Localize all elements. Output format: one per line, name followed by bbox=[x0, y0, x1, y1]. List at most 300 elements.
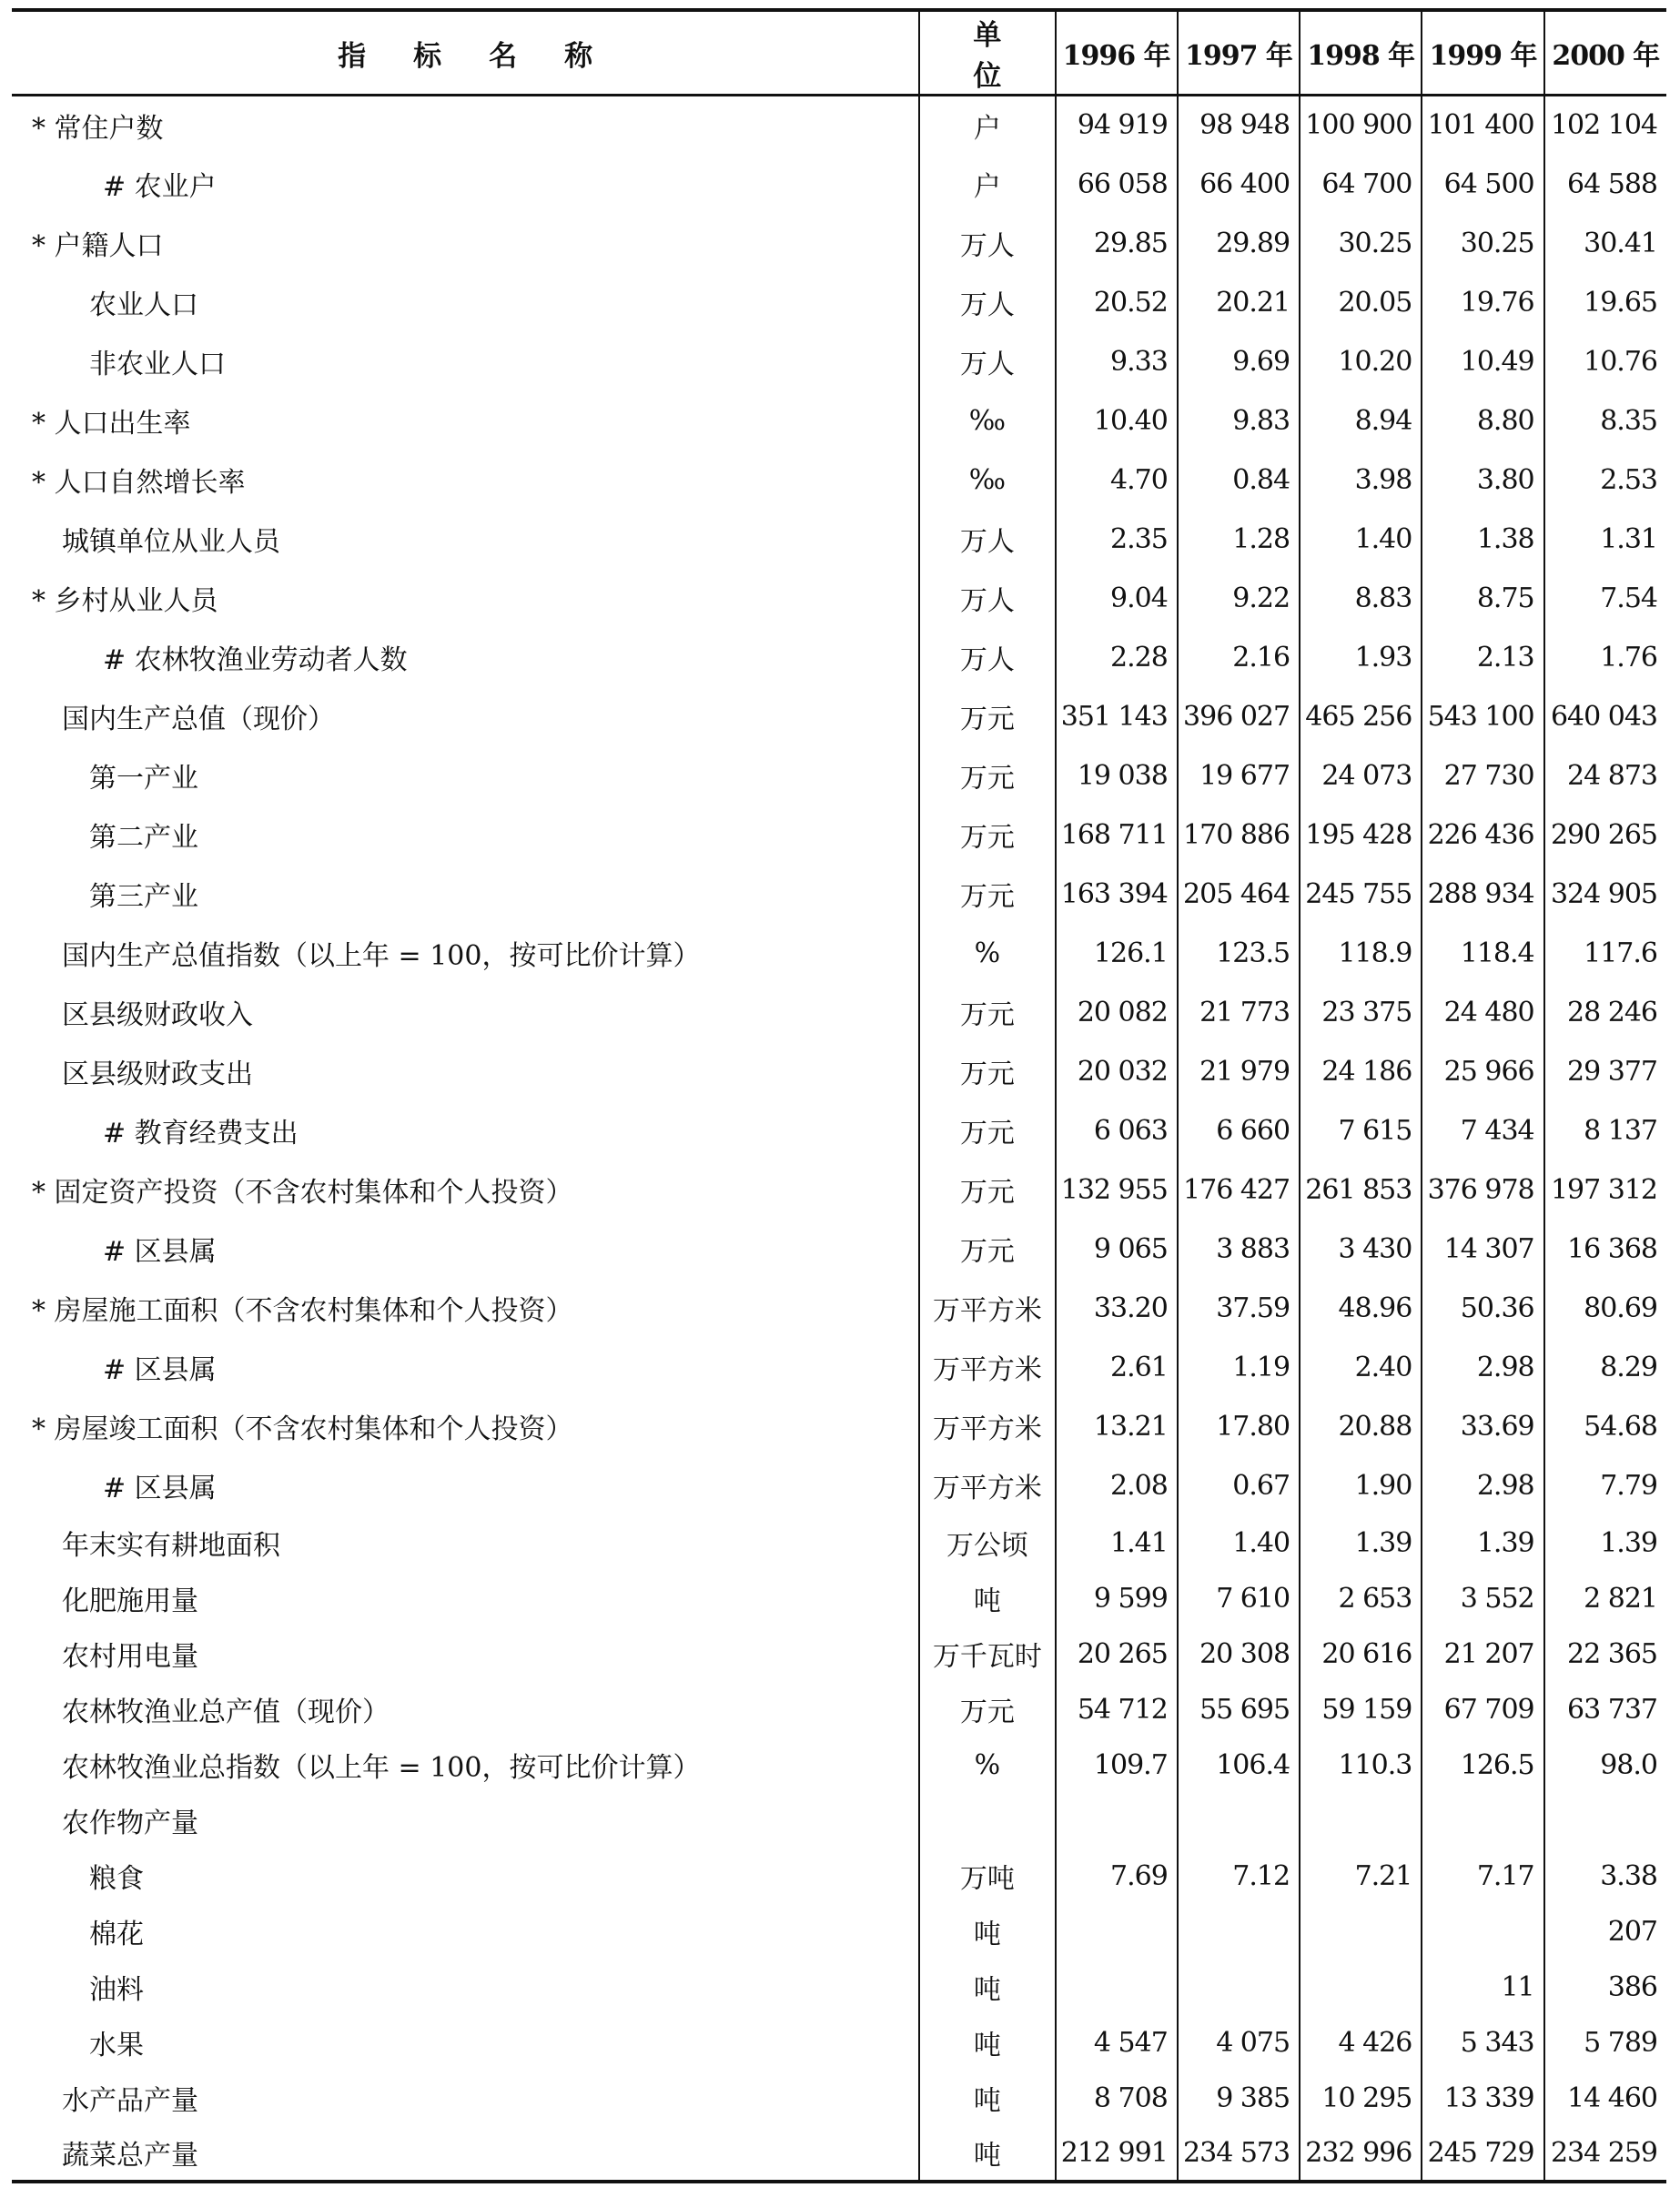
indicator-unit: 万人 bbox=[919, 332, 1055, 391]
indicator-unit: 万元 bbox=[919, 1160, 1055, 1220]
value-cell: 640 043 bbox=[1544, 687, 1666, 746]
value-cell: 5 789 bbox=[1544, 2015, 1666, 2071]
value-cell: 29 377 bbox=[1544, 1042, 1666, 1101]
value-cell: 33.20 bbox=[1056, 1279, 1178, 1338]
value-cell: 30.41 bbox=[1544, 214, 1666, 273]
indicator-unit: 万平方米 bbox=[919, 1397, 1055, 1456]
value-cell: 234 259 bbox=[1544, 2126, 1666, 2182]
table-row bbox=[12, 510, 1666, 569]
indicator-unit: % bbox=[919, 924, 1055, 983]
indicator-name: # 农林牧渔业劳动者人数 bbox=[103, 644, 408, 676]
value-cell: 1.76 bbox=[1544, 628, 1666, 687]
value-cell: 123.5 bbox=[1178, 924, 1300, 983]
value-cell bbox=[1056, 1960, 1178, 2015]
table-row bbox=[12, 1338, 1666, 1397]
value-cell: 9.22 bbox=[1178, 569, 1300, 628]
indicator-name: 农村用电量 bbox=[62, 1641, 198, 1673]
value-cell: 19.76 bbox=[1422, 273, 1543, 332]
indicator-name: 棉花 bbox=[89, 1919, 144, 1950]
value-cell: 7.79 bbox=[1544, 1456, 1666, 1515]
header-unit: 单位 bbox=[919, 10, 1055, 96]
table-row bbox=[12, 451, 1666, 510]
table-row bbox=[12, 96, 1666, 155]
table-row bbox=[12, 569, 1666, 628]
indicator-name: * 人口自然增长率 bbox=[32, 467, 246, 499]
value-cell: 80.69 bbox=[1544, 1279, 1666, 1338]
value-cell: 2.98 bbox=[1422, 1338, 1543, 1397]
indicator-name: # 农业户 bbox=[103, 171, 217, 203]
indicator-unit: % bbox=[919, 1737, 1055, 1793]
indicator-unit: 万元 bbox=[919, 865, 1055, 924]
value-cell: 465 256 bbox=[1300, 687, 1422, 746]
value-cell: 14 307 bbox=[1422, 1220, 1543, 1279]
value-cell: 9 385 bbox=[1178, 2071, 1300, 2126]
indicator-unit: 万千瓦时 bbox=[919, 1626, 1055, 1682]
indicator-unit: 万公顷 bbox=[919, 1515, 1055, 1571]
value-cell: 11 bbox=[1422, 1960, 1543, 2015]
table-row bbox=[12, 332, 1666, 391]
value-cell: 9.69 bbox=[1178, 332, 1300, 391]
table-row bbox=[12, 924, 1666, 983]
indicator-unit: 吨 bbox=[919, 1960, 1055, 2015]
value-cell: 3 552 bbox=[1422, 1571, 1543, 1626]
value-cell: 4 426 bbox=[1300, 2015, 1422, 2071]
header-indicator-name: 指标名称 bbox=[12, 10, 919, 96]
value-cell bbox=[1422, 1904, 1543, 1960]
value-cell: 102 104 bbox=[1544, 96, 1666, 155]
indicator-name: 油料 bbox=[89, 1974, 144, 2006]
table-row bbox=[12, 805, 1666, 865]
value-cell: 207 bbox=[1544, 1904, 1666, 1960]
value-cell: 110.3 bbox=[1300, 1737, 1422, 1793]
value-cell: 226 436 bbox=[1422, 805, 1543, 865]
value-cell: 21 207 bbox=[1422, 1626, 1543, 1682]
value-cell: 8.29 bbox=[1544, 1338, 1666, 1397]
value-cell: 3.80 bbox=[1422, 451, 1543, 510]
value-cell: 33.69 bbox=[1422, 1397, 1543, 1456]
indicator-unit: 万吨 bbox=[919, 1848, 1055, 1904]
value-cell: 7.69 bbox=[1056, 1848, 1178, 1904]
value-cell: 9 065 bbox=[1056, 1220, 1178, 1279]
value-cell: 8.75 bbox=[1422, 569, 1543, 628]
value-cell: 8.35 bbox=[1544, 391, 1666, 451]
value-cell: 2.16 bbox=[1178, 628, 1300, 687]
value-cell: 55 695 bbox=[1178, 1682, 1300, 1737]
indicator-name: 第一产业 bbox=[89, 763, 198, 795]
value-cell: 54.68 bbox=[1544, 1397, 1666, 1456]
value-cell: 20 616 bbox=[1300, 1626, 1422, 1682]
indicator-unit: 吨 bbox=[919, 2071, 1055, 2126]
value-cell: 20.52 bbox=[1056, 273, 1178, 332]
value-cell: 0.67 bbox=[1178, 1456, 1300, 1515]
value-cell: 21 979 bbox=[1178, 1042, 1300, 1101]
value-cell bbox=[1300, 1960, 1422, 2015]
table-row bbox=[12, 1848, 1666, 1904]
table-row bbox=[12, 1042, 1666, 1101]
value-cell: 288 934 bbox=[1422, 865, 1543, 924]
value-cell: 195 428 bbox=[1300, 805, 1422, 865]
value-cell: 7.21 bbox=[1300, 1848, 1422, 1904]
value-cell: 7.17 bbox=[1422, 1848, 1543, 1904]
value-cell: 25 966 bbox=[1422, 1042, 1543, 1101]
value-cell: 29.89 bbox=[1178, 214, 1300, 273]
table-row bbox=[12, 865, 1666, 924]
value-cell: 63 737 bbox=[1544, 1682, 1666, 1737]
value-cell: 1.90 bbox=[1300, 1456, 1422, 1515]
value-cell: 8 137 bbox=[1544, 1101, 1666, 1160]
value-cell: 109.7 bbox=[1056, 1737, 1178, 1793]
value-cell: 7 610 bbox=[1178, 1571, 1300, 1626]
indicator-name: 蔬菜总产量 bbox=[12, 2126, 919, 2182]
indicator-name: 农业人口 bbox=[89, 289, 198, 321]
table-row bbox=[12, 2071, 1666, 2126]
value-cell: 117.6 bbox=[1544, 924, 1666, 983]
value-cell: 7.54 bbox=[1544, 569, 1666, 628]
table-row bbox=[12, 391, 1666, 451]
indicator-name: 第三产业 bbox=[89, 881, 198, 913]
value-cell: 17.80 bbox=[1178, 1397, 1300, 1456]
value-cell: 8 708 bbox=[1056, 2071, 1178, 2126]
value-cell: 100 900 bbox=[1300, 96, 1422, 155]
indicator-name: * 户籍人口 bbox=[32, 230, 164, 262]
value-cell bbox=[1056, 1793, 1178, 1848]
value-cell: 13 339 bbox=[1422, 2071, 1543, 2126]
value-cell: 14 460 bbox=[1544, 2071, 1666, 2126]
table-row bbox=[12, 1737, 1666, 1793]
value-cell: 2.28 bbox=[1056, 628, 1178, 687]
indicator-name: # 区县属 bbox=[103, 1236, 217, 1268]
table-body bbox=[12, 96, 1666, 2182]
indicator-unit: 万元 bbox=[919, 1682, 1055, 1737]
indicator-unit: 万平方米 bbox=[919, 1338, 1055, 1397]
table-row bbox=[12, 2126, 1666, 2182]
value-cell: 1.41 bbox=[1056, 1515, 1178, 1571]
value-cell: 64 588 bbox=[1544, 155, 1666, 214]
value-cell: 168 711 bbox=[1056, 805, 1178, 865]
indicator-unit: 万人 bbox=[919, 510, 1055, 569]
value-cell: 20 082 bbox=[1056, 983, 1178, 1042]
value-cell: 29.85 bbox=[1056, 214, 1178, 273]
indicator-unit: 万元 bbox=[919, 746, 1055, 805]
value-cell: 386 bbox=[1544, 1960, 1666, 2015]
value-cell: 19.65 bbox=[1544, 273, 1666, 332]
indicator-unit: 吨 bbox=[919, 2126, 1055, 2182]
value-cell bbox=[1178, 1793, 1300, 1848]
value-cell: 1.38 bbox=[1422, 510, 1543, 569]
table-row bbox=[12, 1571, 1666, 1626]
value-cell: 6 660 bbox=[1178, 1101, 1300, 1160]
value-cell: 28 246 bbox=[1544, 983, 1666, 1042]
value-cell: 4 075 bbox=[1178, 2015, 1300, 2071]
indicator-name: 城镇单位从业人员 bbox=[62, 526, 280, 558]
value-cell: 290 265 bbox=[1544, 805, 1666, 865]
value-cell bbox=[1056, 1904, 1178, 1960]
indicator-unit: 万人 bbox=[919, 273, 1055, 332]
indicator-name: 农林牧渔业总指数（以上年 = 100，按可比价计算） bbox=[62, 1752, 701, 1784]
value-cell: 324 905 bbox=[1544, 865, 1666, 924]
indicator-unit: 户 bbox=[919, 96, 1055, 155]
statistics-page bbox=[12, 8, 1666, 2183]
table-row bbox=[12, 1626, 1666, 1682]
value-cell: 126.1 bbox=[1056, 924, 1178, 983]
indicator-unit: ‰ bbox=[919, 451, 1055, 510]
value-cell: 5 343 bbox=[1422, 2015, 1543, 2071]
value-cell bbox=[1300, 1793, 1422, 1848]
value-cell: 48.96 bbox=[1300, 1279, 1422, 1338]
value-cell: 351 143 bbox=[1056, 687, 1178, 746]
indicator-unit: ‰ bbox=[919, 391, 1055, 451]
indicator-unit: 万元 bbox=[919, 983, 1055, 1042]
value-cell: 126.5 bbox=[1422, 1737, 1543, 1793]
value-cell: 132 955 bbox=[1056, 1160, 1178, 1220]
value-cell: 10.20 bbox=[1300, 332, 1422, 391]
table-row bbox=[12, 983, 1666, 1042]
indicator-unit: 万平方米 bbox=[919, 1456, 1055, 1515]
table-row bbox=[12, 1220, 1666, 1279]
value-cell: 7.12 bbox=[1178, 1848, 1300, 1904]
value-cell: 20 308 bbox=[1178, 1626, 1300, 1682]
table-row bbox=[12, 2015, 1666, 2071]
value-cell: 24 480 bbox=[1422, 983, 1543, 1042]
value-cell bbox=[1178, 1960, 1300, 2015]
value-cell: 9 599 bbox=[1056, 1571, 1178, 1626]
value-cell: 98.0 bbox=[1544, 1737, 1666, 1793]
value-cell bbox=[1178, 1904, 1300, 1960]
statistics-table bbox=[12, 8, 1666, 2183]
value-cell: 1.40 bbox=[1300, 510, 1422, 569]
indicator-name: * 固定资产投资（不含农村集体和个人投资） bbox=[32, 1177, 573, 1209]
indicator-name: 区县级财政收入 bbox=[62, 999, 253, 1031]
value-cell: 245 729 bbox=[1422, 2126, 1543, 2182]
value-cell: 23 375 bbox=[1300, 983, 1422, 1042]
table-row bbox=[12, 1960, 1666, 2015]
indicator-unit: 万人 bbox=[919, 569, 1055, 628]
value-cell: 1.28 bbox=[1178, 510, 1300, 569]
value-cell: 37.59 bbox=[1178, 1279, 1300, 1338]
indicator-name: # 区县属 bbox=[103, 1473, 217, 1504]
value-cell: 22 365 bbox=[1544, 1626, 1666, 1682]
indicator-unit: 万平方米 bbox=[919, 1279, 1055, 1338]
table-row bbox=[12, 1682, 1666, 1737]
indicator-unit bbox=[919, 1793, 1055, 1848]
indicator-name: * 房屋竣工面积（不含农村集体和个人投资） bbox=[32, 1413, 573, 1445]
indicator-name: 水产品产量 bbox=[62, 2085, 198, 2117]
value-cell: 64 500 bbox=[1422, 155, 1543, 214]
indicator-unit: 吨 bbox=[919, 1571, 1055, 1626]
value-cell: 8.83 bbox=[1300, 569, 1422, 628]
value-cell: 98 948 bbox=[1178, 96, 1300, 155]
value-cell bbox=[1422, 1793, 1543, 1848]
value-cell: 245 755 bbox=[1300, 865, 1422, 924]
value-cell: 8.94 bbox=[1300, 391, 1422, 451]
value-cell: 20 265 bbox=[1056, 1626, 1178, 1682]
value-cell: 2.98 bbox=[1422, 1456, 1543, 1515]
indicator-name: # 教育经费支出 bbox=[103, 1118, 299, 1150]
value-cell: 3.38 bbox=[1544, 1848, 1666, 1904]
value-cell: 10 295 bbox=[1300, 2071, 1422, 2126]
indicator-name: * 房屋施工面积（不含农村集体和个人投资） bbox=[32, 1295, 573, 1327]
table-row bbox=[12, 273, 1666, 332]
value-cell: 7 434 bbox=[1422, 1101, 1543, 1160]
value-cell: 6 063 bbox=[1056, 1101, 1178, 1160]
value-cell: 21 773 bbox=[1178, 983, 1300, 1042]
indicator-unit: 万元 bbox=[919, 687, 1055, 746]
indicator-unit: 万元 bbox=[919, 1042, 1055, 1101]
value-cell bbox=[1544, 1793, 1666, 1848]
value-cell: 24 873 bbox=[1544, 746, 1666, 805]
value-cell: 10.49 bbox=[1422, 332, 1543, 391]
indicator-name: 非农业人口 bbox=[89, 349, 226, 380]
value-cell: 30.25 bbox=[1300, 214, 1422, 273]
value-cell: 2.53 bbox=[1544, 451, 1666, 510]
header-year-1998: 1998 年 bbox=[1300, 10, 1422, 96]
value-cell: 16 368 bbox=[1544, 1220, 1666, 1279]
value-cell: 3 430 bbox=[1300, 1220, 1422, 1279]
value-cell: 19 038 bbox=[1056, 746, 1178, 805]
value-cell: 9.04 bbox=[1056, 569, 1178, 628]
value-cell: 24 186 bbox=[1300, 1042, 1422, 1101]
value-cell: 1.93 bbox=[1300, 628, 1422, 687]
value-cell: 19 677 bbox=[1178, 746, 1300, 805]
header-year-2000: 2000 年 bbox=[1544, 10, 1666, 96]
header-row bbox=[12, 10, 1666, 96]
value-cell: 396 027 bbox=[1178, 687, 1300, 746]
table-row bbox=[12, 1101, 1666, 1160]
value-cell: 543 100 bbox=[1422, 687, 1543, 746]
value-cell: 2.61 bbox=[1056, 1338, 1178, 1397]
value-cell: 376 978 bbox=[1422, 1160, 1543, 1220]
value-cell: 163 394 bbox=[1056, 865, 1178, 924]
value-cell: 1.39 bbox=[1544, 1515, 1666, 1571]
table-row bbox=[12, 155, 1666, 214]
value-cell: 212 991 bbox=[1056, 2126, 1178, 2182]
indicator-unit: 吨 bbox=[919, 1904, 1055, 1960]
indicator-name: 国内生产总值指数（以上年 = 100，按可比价计算） bbox=[62, 940, 701, 972]
table-row bbox=[12, 1515, 1666, 1571]
table-header bbox=[12, 10, 1666, 96]
value-cell: 10.76 bbox=[1544, 332, 1666, 391]
indicator-unit: 户 bbox=[919, 155, 1055, 214]
value-cell: 10.40 bbox=[1056, 391, 1178, 451]
table-row bbox=[12, 1160, 1666, 1220]
value-cell: 232 996 bbox=[1300, 2126, 1422, 2182]
value-cell: 7 615 bbox=[1300, 1101, 1422, 1160]
indicator-name: 粮食 bbox=[89, 1863, 144, 1895]
indicator-name: 国内生产总值（现价） bbox=[62, 704, 335, 735]
value-cell: 2.13 bbox=[1422, 628, 1543, 687]
indicator-unit: 万元 bbox=[919, 1101, 1055, 1160]
value-cell: 2 653 bbox=[1300, 1571, 1422, 1626]
indicator-unit: 万人 bbox=[919, 628, 1055, 687]
table-row bbox=[12, 746, 1666, 805]
indicator-name: 区县级财政支出 bbox=[62, 1058, 253, 1090]
value-cell: 27 730 bbox=[1422, 746, 1543, 805]
value-cell: 205 464 bbox=[1178, 865, 1300, 924]
header-year-1996: 1996 年 bbox=[1056, 10, 1178, 96]
indicator-name: 第二产业 bbox=[89, 822, 198, 854]
value-cell: 20 032 bbox=[1056, 1042, 1178, 1101]
value-cell: 59 159 bbox=[1300, 1682, 1422, 1737]
value-cell: 176 427 bbox=[1178, 1160, 1300, 1220]
indicator-name: # 区县属 bbox=[103, 1354, 217, 1386]
indicator-name: 农作物产量 bbox=[62, 1808, 198, 1839]
table-row bbox=[12, 214, 1666, 273]
table-row bbox=[12, 1279, 1666, 1338]
value-cell: 9.83 bbox=[1178, 391, 1300, 451]
value-cell: 1.40 bbox=[1178, 1515, 1300, 1571]
value-cell: 30.25 bbox=[1422, 214, 1543, 273]
value-cell: 94 919 bbox=[1056, 96, 1178, 155]
table-row bbox=[12, 628, 1666, 687]
value-cell: 1.31 bbox=[1544, 510, 1666, 569]
table-row bbox=[12, 1397, 1666, 1456]
value-cell: 13.21 bbox=[1056, 1397, 1178, 1456]
indicator-name: * 常住户数 bbox=[32, 112, 164, 145]
value-cell: 3.98 bbox=[1300, 451, 1422, 510]
value-cell: 24 073 bbox=[1300, 746, 1422, 805]
indicator-name: * 乡村从业人员 bbox=[32, 585, 218, 617]
value-cell: 2 821 bbox=[1544, 1571, 1666, 1626]
value-cell: 8.80 bbox=[1422, 391, 1543, 451]
value-cell: 118.9 bbox=[1300, 924, 1422, 983]
value-cell: 50.36 bbox=[1422, 1279, 1543, 1338]
value-cell: 1.19 bbox=[1178, 1338, 1300, 1397]
value-cell: 4 547 bbox=[1056, 2015, 1178, 2071]
value-cell: 170 886 bbox=[1178, 805, 1300, 865]
table-row bbox=[12, 687, 1666, 746]
value-cell: 3 883 bbox=[1178, 1220, 1300, 1279]
value-cell: 118.4 bbox=[1422, 924, 1543, 983]
indicator-name: 农林牧渔业总产值（现价） bbox=[62, 1697, 390, 1728]
value-cell: 64 700 bbox=[1300, 155, 1422, 214]
indicator-name: 水果 bbox=[89, 2030, 144, 2061]
value-cell: 2.35 bbox=[1056, 510, 1178, 569]
table-row bbox=[12, 1793, 1666, 1848]
value-cell: 20.21 bbox=[1178, 273, 1300, 332]
value-cell: 66 400 bbox=[1178, 155, 1300, 214]
table-row bbox=[12, 1456, 1666, 1515]
table-row bbox=[12, 1904, 1666, 1960]
value-cell bbox=[1300, 1904, 1422, 1960]
value-cell: 2.08 bbox=[1056, 1456, 1178, 1515]
value-cell: 67 709 bbox=[1422, 1682, 1543, 1737]
value-cell: 54 712 bbox=[1056, 1682, 1178, 1737]
value-cell: 1.39 bbox=[1300, 1515, 1422, 1571]
value-cell: 20.05 bbox=[1300, 273, 1422, 332]
header-year-1997: 1997 年 bbox=[1178, 10, 1300, 96]
value-cell: 20.88 bbox=[1300, 1397, 1422, 1456]
indicator-unit: 万人 bbox=[919, 214, 1055, 273]
value-cell: 106.4 bbox=[1178, 1737, 1300, 1793]
value-cell: 66 058 bbox=[1056, 155, 1178, 214]
value-cell: 101 400 bbox=[1422, 96, 1543, 155]
value-cell: 4.70 bbox=[1056, 451, 1178, 510]
indicator-name: 年末实有耕地面积 bbox=[62, 1530, 280, 1562]
value-cell: 197 312 bbox=[1544, 1160, 1666, 1220]
value-cell: 0.84 bbox=[1178, 451, 1300, 510]
indicator-unit: 万元 bbox=[919, 1220, 1055, 1279]
value-cell: 2.40 bbox=[1300, 1338, 1422, 1397]
indicator-name: 化肥施用量 bbox=[62, 1585, 198, 1617]
header-year-1999: 1999 年 bbox=[1422, 10, 1543, 96]
value-cell: 9.33 bbox=[1056, 332, 1178, 391]
indicator-unit: 吨 bbox=[919, 2015, 1055, 2071]
indicator-name: * 人口出生率 bbox=[32, 408, 191, 440]
indicator-unit: 万元 bbox=[919, 805, 1055, 865]
value-cell: 234 573 bbox=[1178, 2126, 1300, 2182]
value-cell: 261 853 bbox=[1300, 1160, 1422, 1220]
value-cell: 1.39 bbox=[1422, 1515, 1543, 1571]
